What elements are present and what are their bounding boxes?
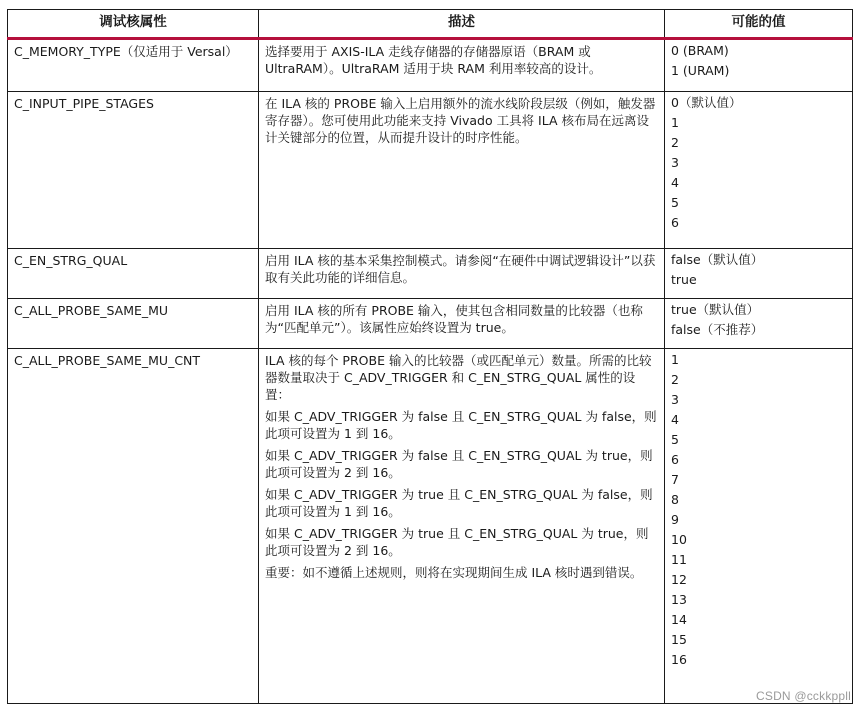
value-item: true xyxy=(671,272,697,287)
value-item: 7 xyxy=(671,472,679,487)
value-item: 11 xyxy=(671,552,687,567)
description-paragraph: ILA 核的每个 PROBE 输入的比较器（或匹配单元）数量。所需的比较器数量取决于 C_ADV_TRIGGER 和 C_EN_STRG_QUAL 属性的设置： xyxy=(265,353,652,402)
value-item: 4 xyxy=(671,412,679,427)
description-paragraph: 启用 ILA 核的所有 PROBE 输入，使其包含相同数量的比较器（也称为“匹配单元”）。该属性应始终设置为 true。 xyxy=(265,303,643,335)
value-item: 16 xyxy=(671,652,687,667)
table-row xyxy=(8,39,853,92)
property-cell: C_ALL_PROBE_SAME_MU_CNT xyxy=(8,349,259,704)
value-item: 4 xyxy=(671,175,679,190)
value-item: 2 xyxy=(671,135,679,150)
value-item: 1 (URAM) xyxy=(671,63,730,78)
description-paragraph: 选择要用于 AXIS-ILA 走线存储器的存储器原语（BRAM 或 UltraRAM）。UltraRAM 适用于块 RAM 利用率较高的设计。 xyxy=(265,44,602,76)
table-header-row xyxy=(8,10,853,39)
table-row xyxy=(8,349,853,704)
property-cell: C_EN_STRG_QUAL xyxy=(8,249,259,299)
value-item: 2 xyxy=(671,372,679,387)
description-cell xyxy=(259,92,665,249)
value-item: 3 xyxy=(671,392,679,407)
value-item: 5 xyxy=(671,195,679,210)
value-item: 0（默认值） xyxy=(671,95,742,110)
header-possible-values: 可能的值 xyxy=(665,10,853,39)
value-item: 1 xyxy=(671,352,679,367)
value-item: false（默认值） xyxy=(671,252,764,267)
value-item: 13 xyxy=(671,592,687,607)
value-item: 0 (BRAM) xyxy=(671,43,729,58)
value-item: false（不推荐） xyxy=(671,322,764,337)
value-item: 9 xyxy=(671,512,679,527)
header-property: 调试核属性 xyxy=(8,10,259,39)
value-item: 14 xyxy=(671,612,687,627)
description-cell xyxy=(259,349,665,704)
description-paragraph: 如果 C_ADV_TRIGGER 为 true 且 C_EN_STRG_QUAL 为 true，则此项可设置为 2 到 16。 xyxy=(265,526,649,558)
values-cell xyxy=(665,349,853,704)
table-row xyxy=(8,249,853,299)
values-cell xyxy=(665,39,853,92)
description-paragraph: 在 ILA 核的 PROBE 输入上启用额外的流水线阶段层级（例如，触发器寄存器）。您可使用此功能来支持 Vivado 工具将 ILA 核布局在远离设计关键部分的位置，从而提升设计的时序性能。 xyxy=(265,96,656,145)
description-cell xyxy=(259,39,665,92)
values-cell xyxy=(665,299,853,349)
description-cell xyxy=(259,299,665,349)
value-item: true（默认值） xyxy=(671,302,760,317)
header-description: 描述 xyxy=(259,10,665,39)
values-cell xyxy=(665,92,853,249)
value-item: 8 xyxy=(671,492,679,507)
values-cell xyxy=(665,249,853,299)
value-item: 12 xyxy=(671,572,687,587)
value-item: 6 xyxy=(671,452,679,467)
description-paragraph: 如果 C_ADV_TRIGGER 为 false 且 C_EN_STRG_QUAL 为 false，则此项可设置为 1 到 16。 xyxy=(265,409,657,441)
value-item: 1 xyxy=(671,115,679,130)
value-item: 6 xyxy=(671,215,679,230)
property-cell: C_MEMORY_TYPE（仅适用于 Versal） xyxy=(8,39,259,92)
description-paragraph: 如果 C_ADV_TRIGGER 为 false 且 C_EN_STRG_QUAL 为 true，则此项可设置为 2 到 16。 xyxy=(265,448,653,480)
property-cell: C_INPUT_PIPE_STAGES xyxy=(8,92,259,249)
table-row xyxy=(8,92,853,249)
important-note: 重要：如不遵循上述规则，则将在实现期间生成 ILA 核时遇到错误。 xyxy=(265,565,643,580)
debug-core-properties-table xyxy=(7,9,853,704)
description-cell xyxy=(259,249,665,299)
watermark: CSDN @cckkppll xyxy=(756,689,851,703)
value-item: 5 xyxy=(671,432,679,447)
value-item: 15 xyxy=(671,632,687,647)
value-item: 10 xyxy=(671,532,687,547)
table-row xyxy=(8,299,853,349)
property-cell: C_ALL_PROBE_SAME_MU xyxy=(8,299,259,349)
description-paragraph: 如果 C_ADV_TRIGGER 为 true 且 C_EN_STRG_QUAL 为 false，则此项可设置为 1 到 16。 xyxy=(265,487,653,519)
description-paragraph: 启用 ILA 核的基本采集控制模式。请参阅“在硬件中调试逻辑设计”以获取有关此功能的详细信息。 xyxy=(265,253,656,285)
value-item: 3 xyxy=(671,155,679,170)
